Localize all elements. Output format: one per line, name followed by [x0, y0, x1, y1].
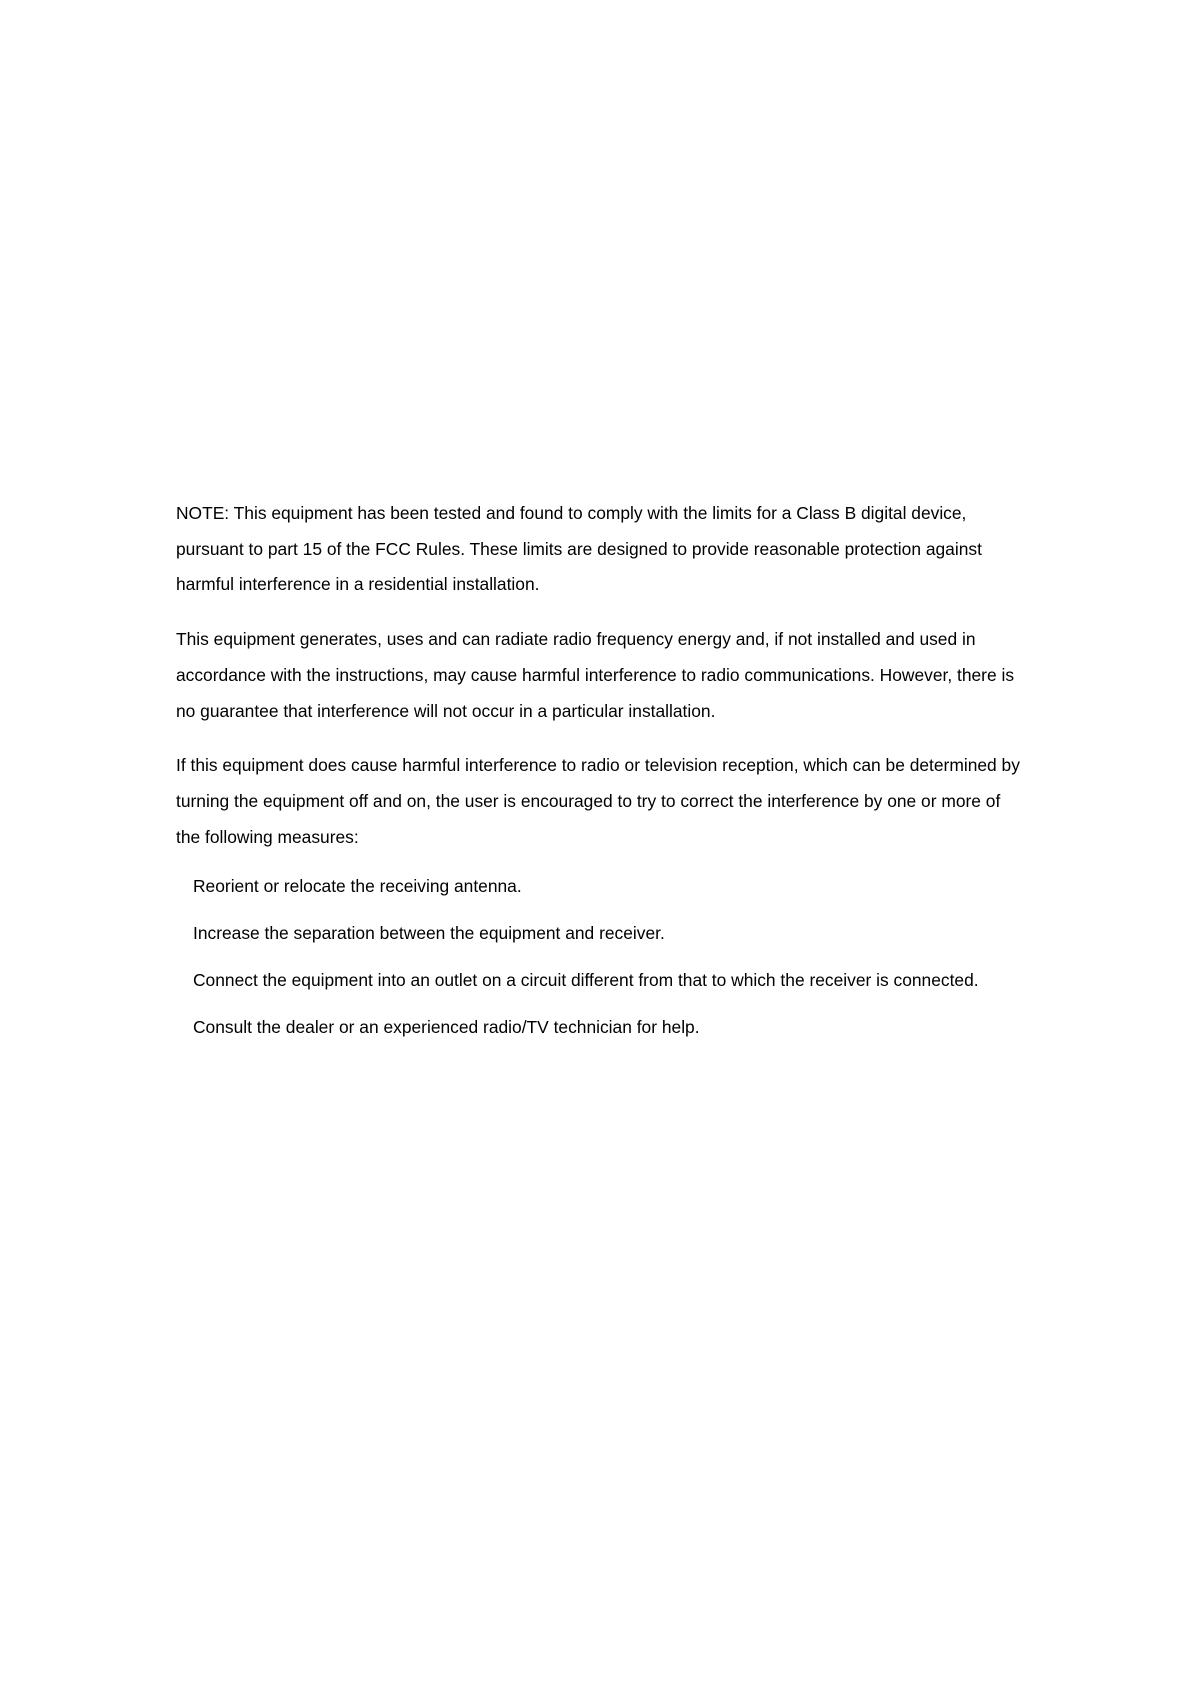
- paragraph-radiation: This equipment generates, uses and can radiate radio frequency energy and, if not installed and used in accordance with the instructions, may cause harmful interference to radio communications. However, there is no guarantee that interference will not occur in a particular installation.: [176, 629, 1015, 721]
- paragraph-measures-intro: If this equipment does cause harmful interference to radio or television reception, which can be determined by turning the equipment off and on, the user is encouraged to try to correct the interference by one or more of the following measures:: [176, 755, 1020, 847]
- list-item: Consult the dealer or an experienced radio/TV technician for help.: [193, 1017, 700, 1038]
- paragraph-note: NOTE: This equipment has been tested and found to comply with the limits for a Class B digital device, pursuant to part 15 of the FCC Rules. These limits are designed to provide reasonable protection against harmful interference in a residential installation.: [176, 503, 982, 595]
- list-item: Increase the separation between the equipment and receiver.: [193, 923, 665, 944]
- list-item: Connect the equipment into an outlet on a circuit different from that to which the receiver is connected.: [193, 970, 979, 991]
- list-item: Reorient or relocate the receiving antenna.: [193, 876, 522, 897]
- fcc-notice: [176, 496, 1026, 1056]
- measures-list: [176, 868, 1026, 1045]
